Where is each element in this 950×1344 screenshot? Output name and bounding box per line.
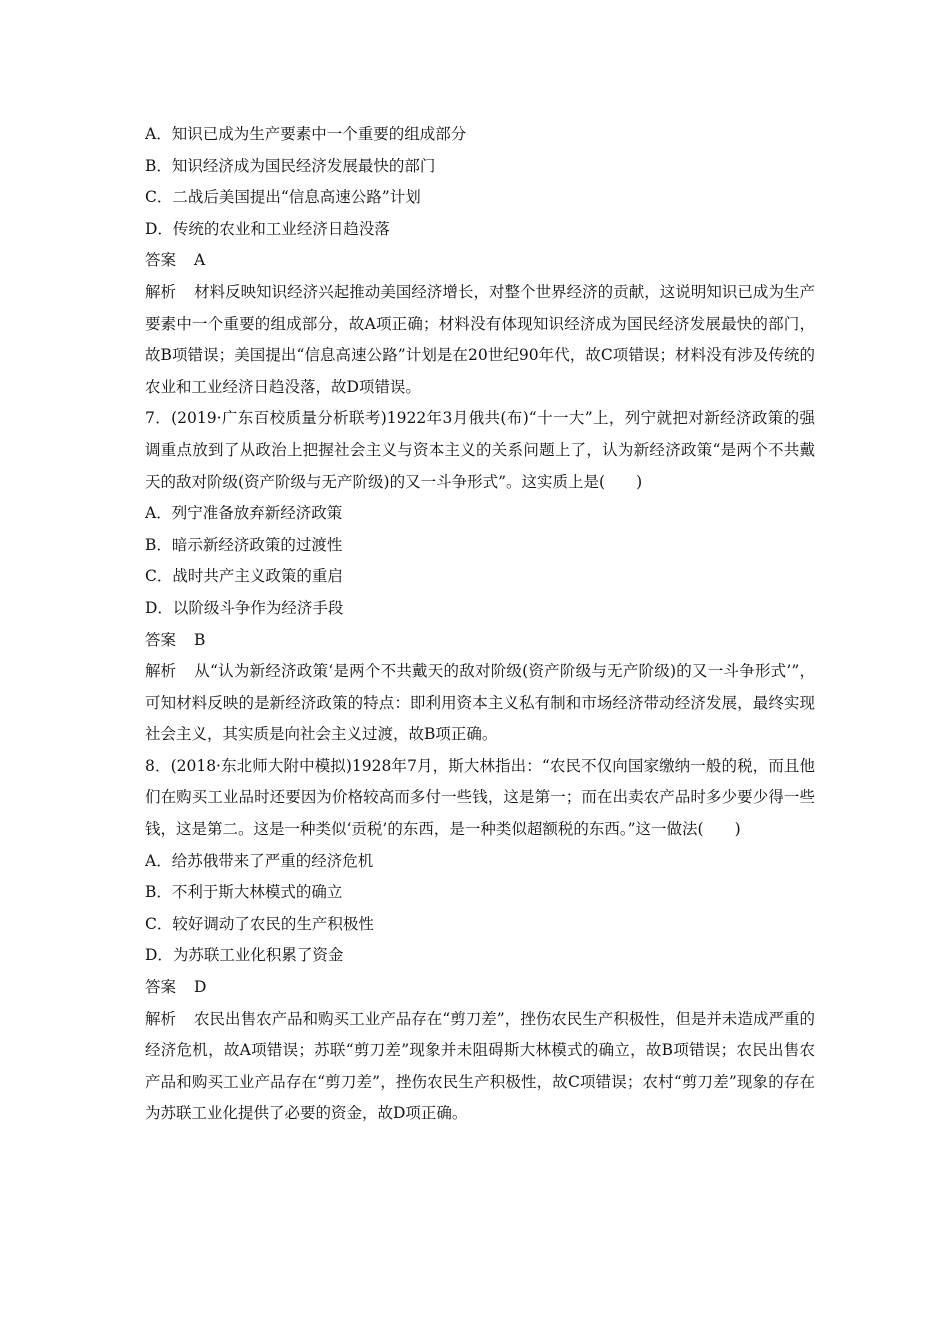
q7-answer-label: 答案 — [145, 630, 177, 649]
q8-answer-label: 答案 — [145, 978, 177, 997]
question-8 — [145, 751, 815, 1130]
q7-option-d: D．以阶级斗争作为经济手段 — [145, 598, 344, 617]
q7-analysis — [145, 656, 815, 751]
q7-answer — [145, 625, 815, 657]
q6-answer-label: 答案 — [145, 251, 177, 270]
q6-answer — [145, 245, 815, 277]
question-7 — [145, 403, 815, 751]
q6-option-d: D．传统的农业和工业经济日趋没落 — [145, 219, 390, 238]
q7-option-c: C．战时共产主义政策的重启 — [145, 567, 343, 586]
q8-analysis — [145, 1004, 815, 1130]
q6-answer-value: A — [194, 251, 206, 270]
q8-answer-value: D — [194, 978, 207, 997]
q7-stem: 7．(2019·广东百校质量分析联考)1922年3月俄共(布)“十一大”上，列宁就把对新经济政策的强调重点放到了从政治上把握社会主义与资本主义的关系问题上了，认为新经济政策“是两个不共戴天的敌对阶级(资产阶级与无产阶级)的又一斗争形式”。这实质上是( ) — [145, 409, 815, 491]
q8-option-c: C．较好调动了农民的生产积极性 — [145, 914, 374, 933]
q7-analysis-text: 从“认为新经济政策‘是两个不共戴天的敌对阶级(资产阶级与无产阶级)的又一斗争形式’”，可知材料反映的是新经济政策的特点：即利用资本主义私有制和市场经济带动经济发展，最终实现社会主义，其实质是向社会主义过渡，故B项正确。 — [145, 662, 815, 744]
q8-answer — [145, 972, 815, 1004]
q6-analysis — [145, 277, 815, 403]
q8-option-d: D．为苏联工业化积累了资金 — [145, 946, 344, 965]
q8-option-a: A．给苏俄带来了严重的经济危机 — [145, 851, 374, 870]
q8-analysis-text: 农民出售农产品和购买工业产品存在“剪刀差”，挫伤农民生产积极性，但是并未造成严重的经济危机，故A项错误；苏联“剪刀差”现象并未阻碍斯大林模式的确立，故B项错误；农民出售农产品和购买工业产品存在“剪刀差”，挫伤农民生产积极性，故C项错误；农村“剪刀差”现象的存在为苏联工业化提供了必要的资金，故D项正确。 — [145, 1009, 815, 1123]
q8-analysis-label: 解析 — [145, 1009, 177, 1028]
document-content — [145, 119, 815, 1130]
q6-analysis-label: 解析 — [145, 282, 177, 301]
question-6 — [145, 119, 815, 403]
q8-stem: 8．(2018·东北师大附中模拟)1928年7月，斯大林指出：“农民不仅向国家缴纳一般的税，而且他们在购买工业品时还要因为价格较高而多付一些钱，这是第一；而在出卖农产品时多少要少得一些钱，这是第二。这是一种类似‘贡税’的东西，是一种类似超额税的东西。”这一做法( ) — [145, 756, 815, 839]
q6-option-c: C．二战后美国提出“信息高速公路”计划 — [145, 188, 421, 207]
q8-option-b: B．不利于斯大林模式的确立 — [145, 883, 343, 902]
q7-option-a: A．列宁准备放弃新经济政策 — [145, 504, 343, 523]
q6-option-b: B．知识经济成为国民经济发展最快的部门 — [145, 156, 436, 175]
q7-option-b: B．暗示新经济政策的过渡性 — [145, 535, 343, 554]
q7-analysis-label: 解析 — [145, 662, 177, 681]
q7-answer-value: B — [194, 630, 206, 649]
q6-option-a: A．知识已成为生产要素中一个重要的组成部分 — [145, 125, 467, 143]
q6-analysis-text: 材料反映知识经济兴起推动美国经济增长，对整个世界经济的贡献，这说明知识已成为生产要素中一个重要的组成部分，故A项正确；材料没有体现知识经济成为国民经济发展最快的部门，故B项错误；美国提出“信息高速公路”计划是在20世纪90年代，故C项错误；材料没有涉及传统的农业和工业经济日趋没落，故D项错误。 — [145, 282, 815, 396]
